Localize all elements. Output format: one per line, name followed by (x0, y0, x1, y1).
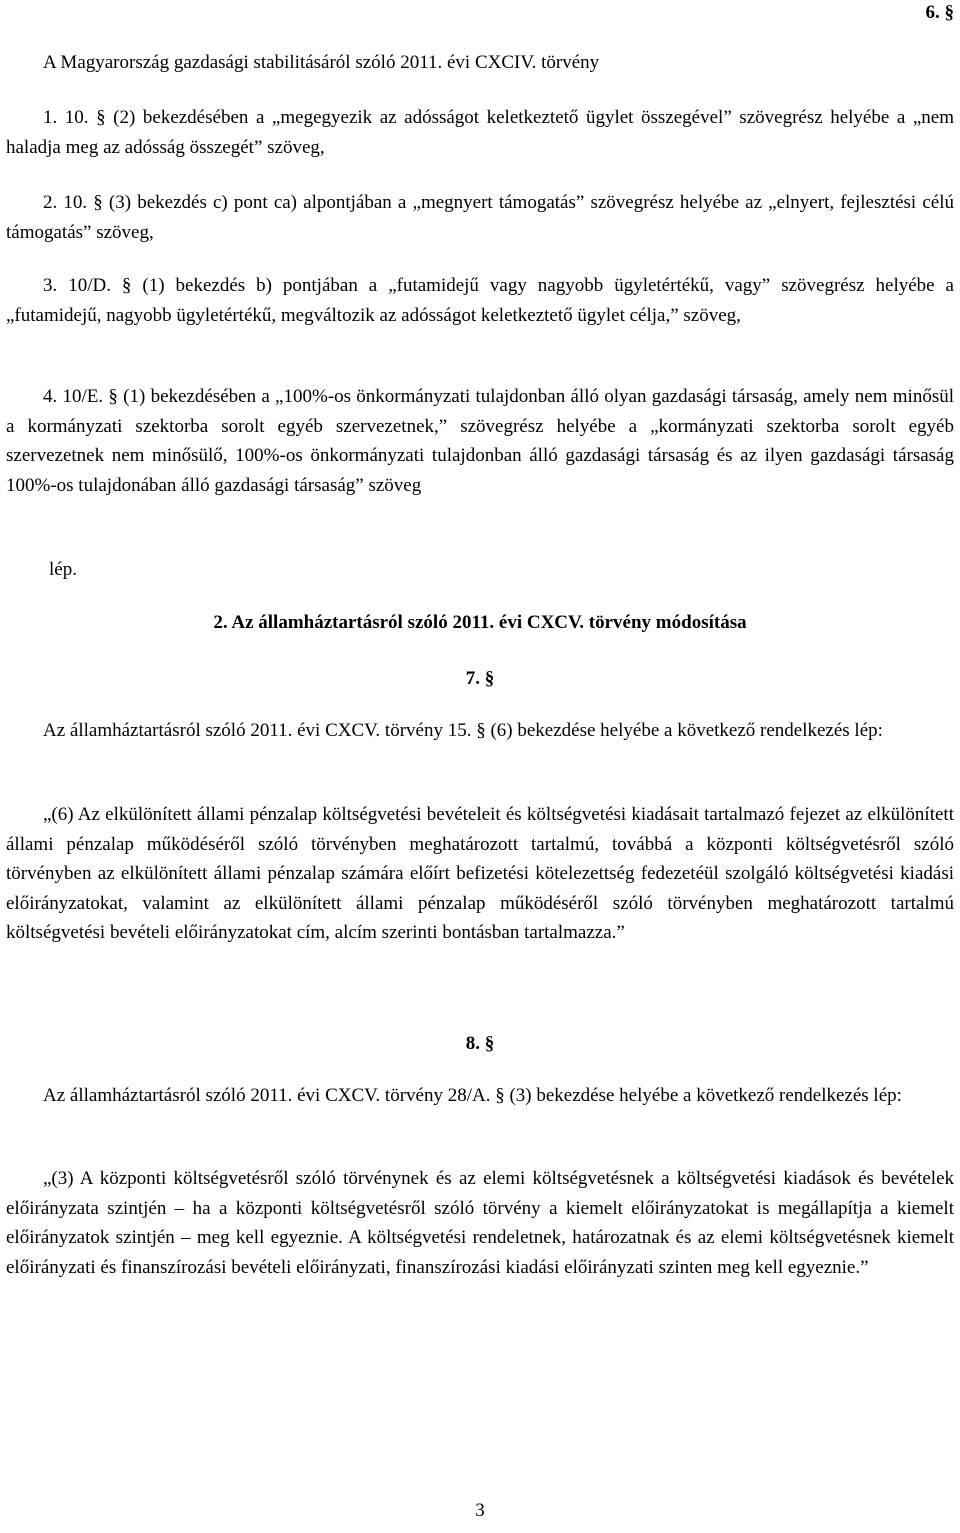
section-6-heading: 6. § (925, 2, 954, 23)
list-item: 3. 10/D. § (1) bekezdés b) pontjában a „futamidejű vagy nagyobb ügyletértékű, vagy” szövegrész helyébe a „futamidejű, nagyobb ügyletértékű, megváltozik az adósságot keletkeztető ügylet célja,” szöveg, (6, 275, 954, 326)
law-title-line: A Magyarország gazdasági stabilitásáról szóló 2011. évi CXCIV. törvény (43, 52, 600, 73)
list-item: 4. 10/E. § (1) bekezdésében a „100%-os önkormányzati tulajdonban álló olyan gazdasági társaság, amely nem minősül a kormányzati szektorba sorolt egyéb szervezetnek,” szövegrész helyébe a „kormányzati szektorba sorolt egyéb szervezetnek nem minősülő, 100%-os önkormányzati tulajdonban álló gazdasági társaság és az ilyen gazdasági társaság 100%-os tulajdonában álló gazdasági társaság” szöveg (6, 386, 954, 496)
section-7-intro: Az államháztartásról szóló 2011. évi CXCV. törvény 15. § (6) bekezdése helyébe a következő rendelkezés lép: (43, 720, 883, 741)
chapter-heading: 2. Az államháztartásról szóló 2011. évi CXCV. törvény módosítása (213, 612, 747, 633)
list-item: 2. 10. § (3) bekezdés c) pont ca) alpontjában a „megnyert támogatás” szövegrész helyébe az „elnyert, fejlesztési célú támogatás” szöveg, (6, 192, 954, 243)
section-8-heading: 8. § (465, 1033, 495, 1054)
section-7-heading: 7. § (465, 668, 495, 689)
page-number: 3 (475, 1500, 485, 1521)
section-8-intro: Az államháztartásról szóló 2011. évi CXCV. törvény 28/A. § (3) bekezdése helyébe a következő rendelkezés lép: (43, 1085, 902, 1106)
section-7-text: „(6) Az elkülönített állami pénzalap költségvetési bevételeit és költségvetési kiadásait tartalmazó fejezet az elkülönített állami pénzalap működéséről szóló törvényben meghatározott tartalmú, továbbá a központi költségvetésről szóló törvényben az elkülönített állami pénzalap számára előírt befizetési kötelezettség fedezetéül szolgáló költségvetési kiadási előirányzatokat, valamint az elkülönített állami pénzalap működéséről szóló törvényben meghatározott tartalmú költségvetési bevételi előirányzatokat cím, alcím szerinti bontásban tartalmazza.” (6, 804, 954, 943)
section-8-text: „(3) A központi költségvetésről szóló törvénynek és az elemi költségvetésnek a költségvetési kiadások és bevételek előirányzata szintjén – ha a központi költségvetésről szóló törvény a kiemelt előirányzatokat is megállapítja a kiemelt előirányzatok szintjén – meg kell egyeznie. A költségvetési rendeletnek, határozatnak és az elemi költségvetésnek kiemelt előirányzati és finanszírozási bevételi előirányzati, finanszírozási kiadási előirányzati szinten meg kell egyeznie.” (6, 1168, 954, 1278)
list-item: 1. 10. § (2) bekezdésében a „megegyezik az adósságot keletkeztető ügylet összegével” szövegrész helyébe a „nem haladja meg az adósság összegét” szöveg, (6, 107, 954, 158)
lep-text: lép. (49, 559, 77, 580)
